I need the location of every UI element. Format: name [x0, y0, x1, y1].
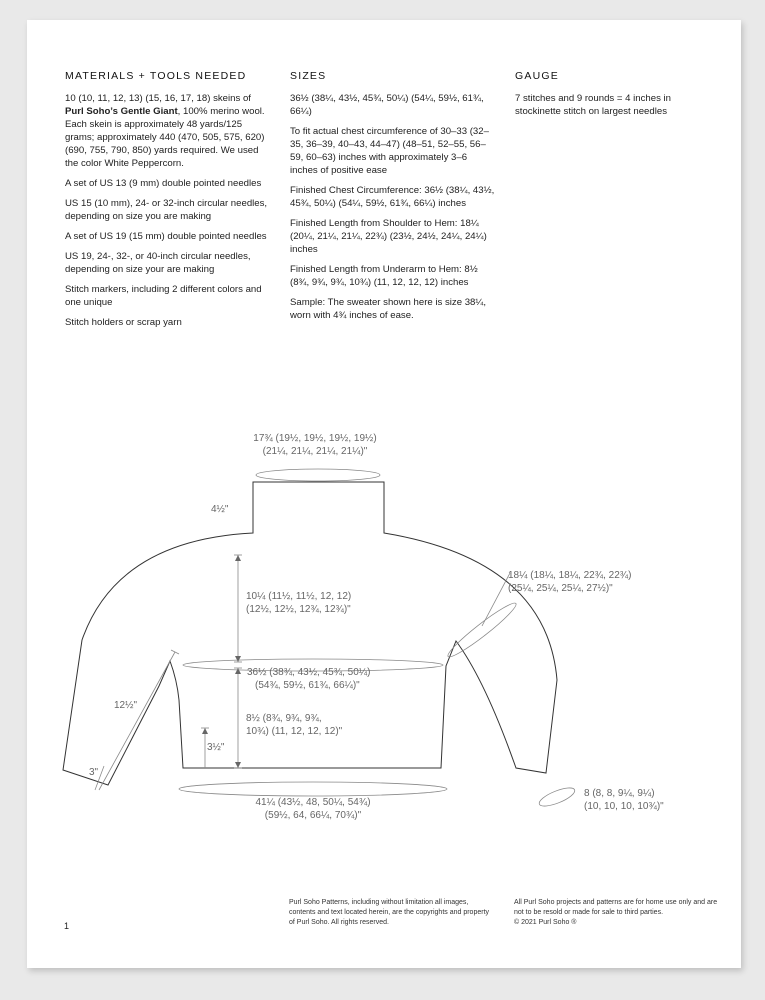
- upper-arm-ellipse: [444, 599, 519, 661]
- body-length-label-2: 10¾) (11, 12, 12, 12)": [246, 726, 343, 737]
- upper-arm-label-1: 18¼ (18¼, 18¼, 22¾, 22¾): [508, 570, 632, 581]
- neck-circ-label-1: 17¾ (19½, 19½, 19½, 19½): [253, 433, 377, 444]
- materials-item: Stitch markers, including 2 different colors and one unique: [65, 284, 262, 308]
- materials-item: Stitch holders or scrap yarn: [65, 317, 182, 328]
- sleeve-length-label: 12½": [114, 700, 138, 711]
- home-use-text: All Purl Soho projects and patterns are for home use only and are not to be resold or made for sale to third parties.: [514, 899, 718, 916]
- yarn-text-post: , 100% merino wool. Each skein is approximately 48 yards/125 grams; approximately 440 (470, 505, 575, 620) (690, 755, 790, 850) yards required. We used the color White Peppercorn.: [65, 106, 265, 169]
- gauge-heading: GAUGE: [515, 70, 559, 82]
- sweater-schematic: [27, 20, 741, 968]
- wrist-label-1: 8 (8, 8, 9¼, 9¼): [584, 788, 655, 799]
- sweater-outline: [63, 482, 557, 785]
- rib-height-label: 3½": [207, 742, 225, 753]
- cuff-length-label: 3": [89, 767, 99, 778]
- chest-label-2: (54¾, 59½, 61¾, 66¼)": [255, 680, 360, 691]
- home-use-notice: [514, 898, 724, 928]
- gauge-text: 7 stitches and 9 rounds = 4 inches in stockinette stitch on largest needles: [515, 93, 671, 117]
- neck-ellipse: [256, 469, 380, 481]
- sizes-paragraph: Sample: The sweater shown here is size 38¼, worn with 4¾ inches of ease.: [290, 297, 487, 321]
- materials-item: US 15 (10 mm), 24- or 32-inch circular needles, depending on size you are making: [65, 198, 268, 222]
- copyright-year: © 2021 Purl Soho ®: [514, 919, 577, 926]
- wrist-ellipse: [537, 784, 577, 809]
- yarn-link[interactable]: Purl Soho’s Gentle Giant: [65, 106, 178, 117]
- page-number: 1: [64, 921, 70, 931]
- yarn-text-pre: 10 (10, 11, 12, 13) (15, 16, 17, 18) skeins of: [65, 93, 251, 104]
- neck-circ-label-2: (21¼, 21¼, 21¼, 21¼)": [262, 446, 368, 457]
- pattern-page: [27, 20, 741, 968]
- upper-arm-label-2: (25¼, 25¼, 25¼, 27½)": [508, 583, 613, 594]
- hem-label-2: (59½, 64, 66¼, 70¾)": [264, 810, 362, 821]
- copyright-notice: Purl Soho Patterns, including without limitation all images, contents and text located herein, are the copyrights and property of Purl Soho. All rights reserved.: [289, 899, 490, 926]
- sizes-heading: SIZES: [290, 70, 327, 82]
- materials-item: A set of US 19 (15 mm) double pointed needles: [65, 231, 267, 242]
- chest-label-1: 36½ (38¾, 43½, 45¾, 50¼): [247, 667, 371, 678]
- yoke-label-1: 10¼ (11½, 11½, 12, 12): [246, 591, 352, 602]
- hem-ellipse: [179, 782, 447, 796]
- sizes-paragraph: Finished Length from Underarm to Hem: 8½ (8¾, 9¾, 9¾, 10¾) (11, 12, 12, 12) inches: [290, 264, 478, 288]
- yoke-label-2: (12½, 12½, 12¾, 12¾)": [246, 604, 351, 615]
- sizes-paragraph: To fit actual chest circumference of 30–33 (32–35, 36–39, 40–43, 44–47) (48–51, 52–55, 56–59, 60–63) inches with approximately 3–6 inches of positive ease: [290, 126, 489, 176]
- materials-heading: MATERIALS + TOOLS NEEDED: [65, 70, 247, 82]
- neck-height-label: 4½": [211, 504, 229, 515]
- materials-item: A set of US 13 (9 mm) double pointed needles: [65, 178, 262, 189]
- sizes-paragraph: Finished Length from Shoulder to Hem: 18¼ (20¼, 21¼, 21¼, 22¾) (23½, 24½, 24¼, 24¼) inches: [290, 218, 487, 255]
- materials-item: US 19, 24-, 32-, or 40-inch circular needles, depending on size your are making: [65, 251, 251, 275]
- hem-label-1: 41¼ (43½, 48, 50¼, 54¾): [255, 797, 371, 808]
- body-length-label-1: 8½ (8¾, 9¾, 9¾,: [246, 713, 322, 724]
- sizes-paragraph: Finished Chest Circumference: 36½ (38¼, 43½, 45¾, 50¼) (54¼, 59½, 61¾, 66¼) inches: [290, 185, 495, 209]
- sizes-paragraph: 36½ (38¼, 43½, 45¾, 50¼) (54¼, 59½, 61¾, 66¼): [290, 93, 484, 117]
- wrist-label-2: (10, 10, 10, 10¾)": [584, 801, 664, 812]
